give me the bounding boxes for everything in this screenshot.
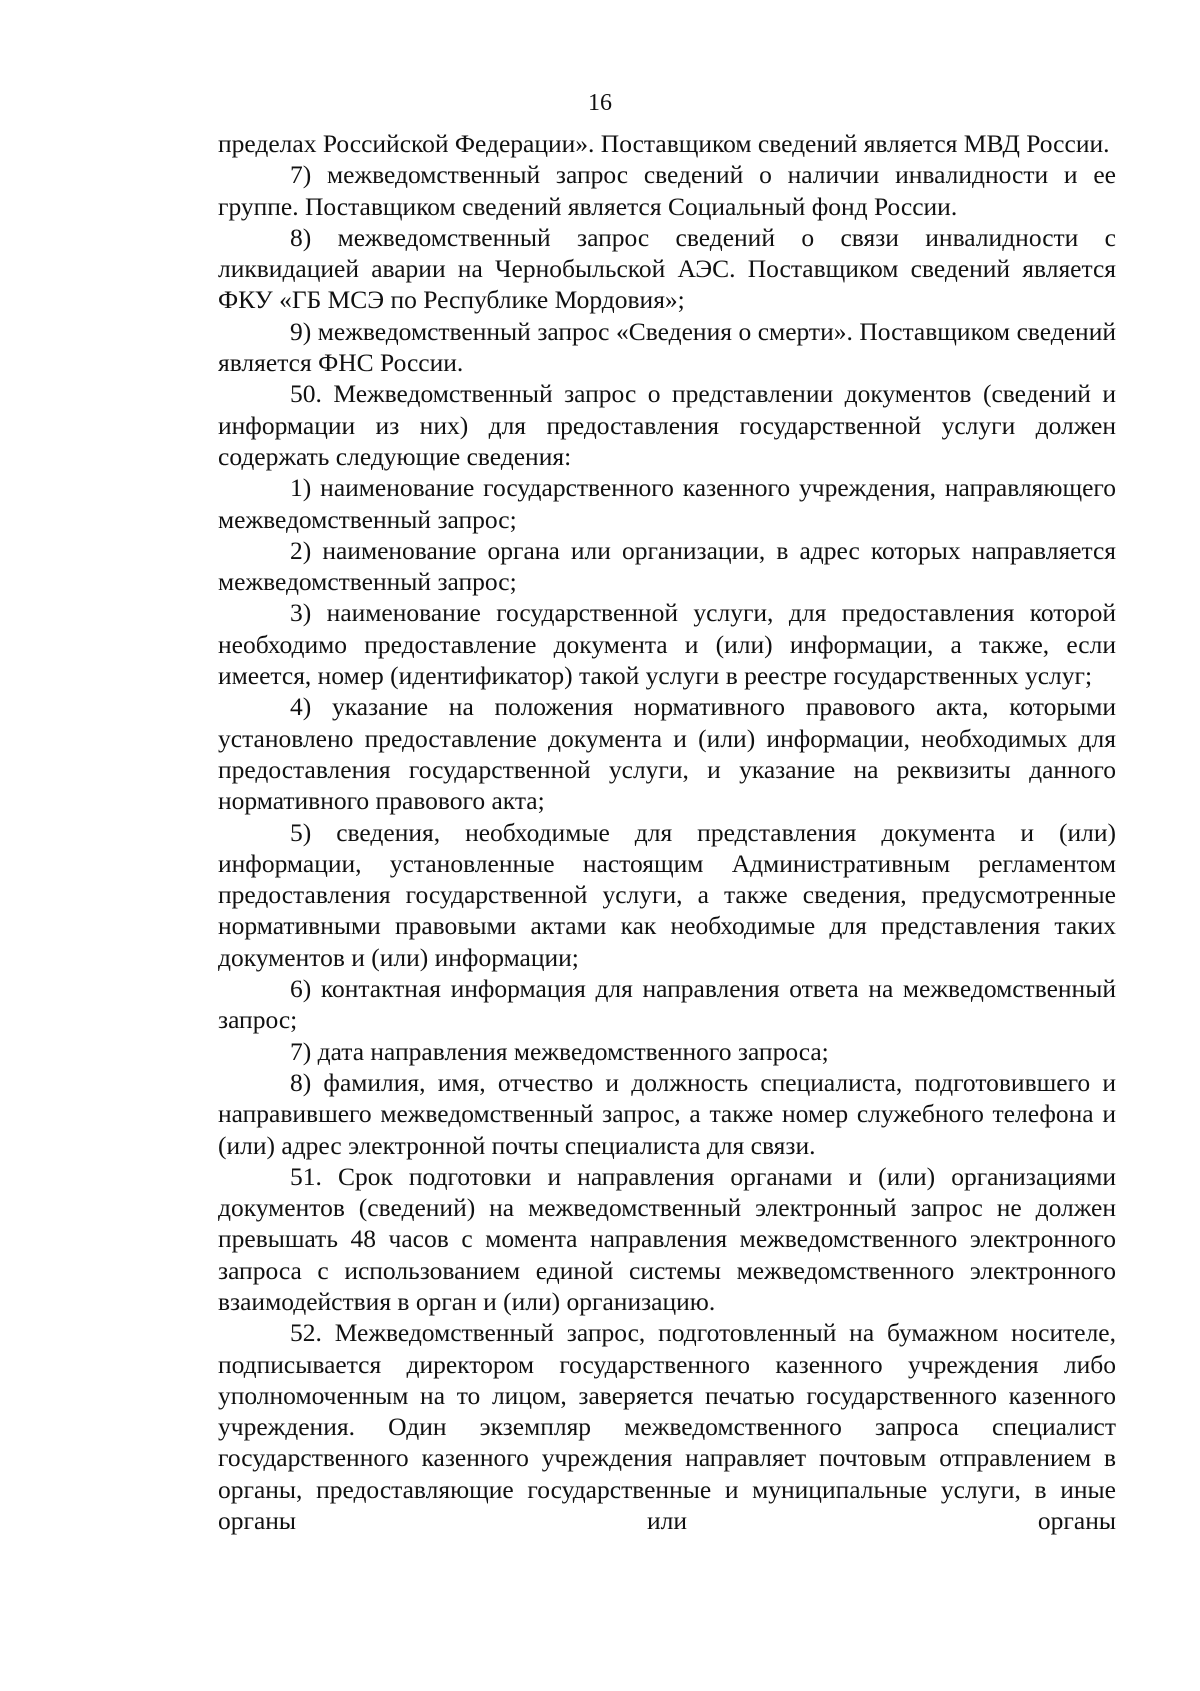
- paragraph-clause-50-item-6: 6) контактная информация для направления ответа на межведомственный запрос;: [218, 974, 1116, 1035]
- paragraph-clause-50-item-1: 1) наименование государственного казенного учреждения, направляющего межведомственный запрос;: [218, 473, 1116, 534]
- paragraph-item-9-death-info: 9) межведомственный запрос «Сведения о смерти». Поставщиком сведений является ФНС России.: [218, 316, 1116, 378]
- paragraph-clause-50-item-7: 7) дата направления межведомственного запроса;: [290, 1036, 829, 1066]
- paragraph-item-7-disability-group: 7) межведомственный запрос сведений о наличии инвалидности и ее группе. Поставщиком сведений является Социальный фонд России.: [218, 160, 1116, 221]
- paragraph-clause-50-item-3: 3) наименование государственной услуги, для предоставления которой необходимо предоставление документа и (или) информации, а также, если имеется, номер (идентификатор) такой услуги в реестре государственных услуг;: [218, 598, 1116, 691]
- paragraph-clause-50-item-5: 5) сведения, необходимые для представления документа и (или) информации, установленные настоящим Административным регламентом предоставления государственной услуги, а также сведения, предусмотренные нормативными правовыми актами как необходимые для представления таких документов и (или) информации;: [218, 817, 1116, 972]
- paragraph-clause-50-item-4: 4) указание на положения нормативного правового акта, которыми установлено предоставление документа и (или) информации, необходимых для предоставления государственной услуги, и указание на реквизиты данного нормативного правового акта;: [218, 692, 1116, 816]
- paragraph-item-8-chernobyl: 8) межведомственный запрос сведений о связи инвалидности с ликвидацией аварии на Чернобыльской АЭС. Поставщиком сведений является ФКУ «ГБ МСЭ по Республике Мордовия»;: [218, 222, 1116, 315]
- document-body: [218, 128, 1116, 1536]
- page-number: 16: [588, 90, 612, 116]
- paragraph-clause-51: 51. Срок подготовки и направления органами и (или) организациями документов (сведений) на межведомственный электронный запрос не должен превышать 48 часов с момента направления межведомственного электронного запроса с использованием единой системы межведомственного электронного взаимодействия в орган и (или) организацию.: [218, 1161, 1116, 1316]
- paragraph-clause-52: 52. Межведомственный запрос, подготовленный на бумажном носителе, подписывается директором государственного казенного учреждения либо уполномоченным на то лицом, заверяется печатью государственного казенного учреждения. Один экземпляр межведомственного запроса специалист государственного казенного учреждения направляет почтовым отправлением в органы, предоставляющие государственные и муниципальные услуги, в иные органы или органы: [218, 1318, 1116, 1536]
- paragraph-clause-50: 50. Межведомственный запрос о представлении документов (сведений и информации из них) для предоставления государственной услуги должен содержать следующие сведения:: [218, 379, 1116, 471]
- paragraph-clause-50-item-8: 8) фамилия, имя, отчество и должность специалиста, подготовившего и направившего межведомственный запрос, а также номер служебного телефона и (или) адрес электронной почты специалиста для связи.: [218, 1067, 1116, 1160]
- paragraph-continuation: пределах Российской Федерации». Поставщиком сведений является МВД России.: [218, 129, 1110, 158]
- paragraph-clause-50-item-2: 2) наименование органа или организации, в адрес которых направляется межведомственный запрос;: [218, 535, 1116, 597]
